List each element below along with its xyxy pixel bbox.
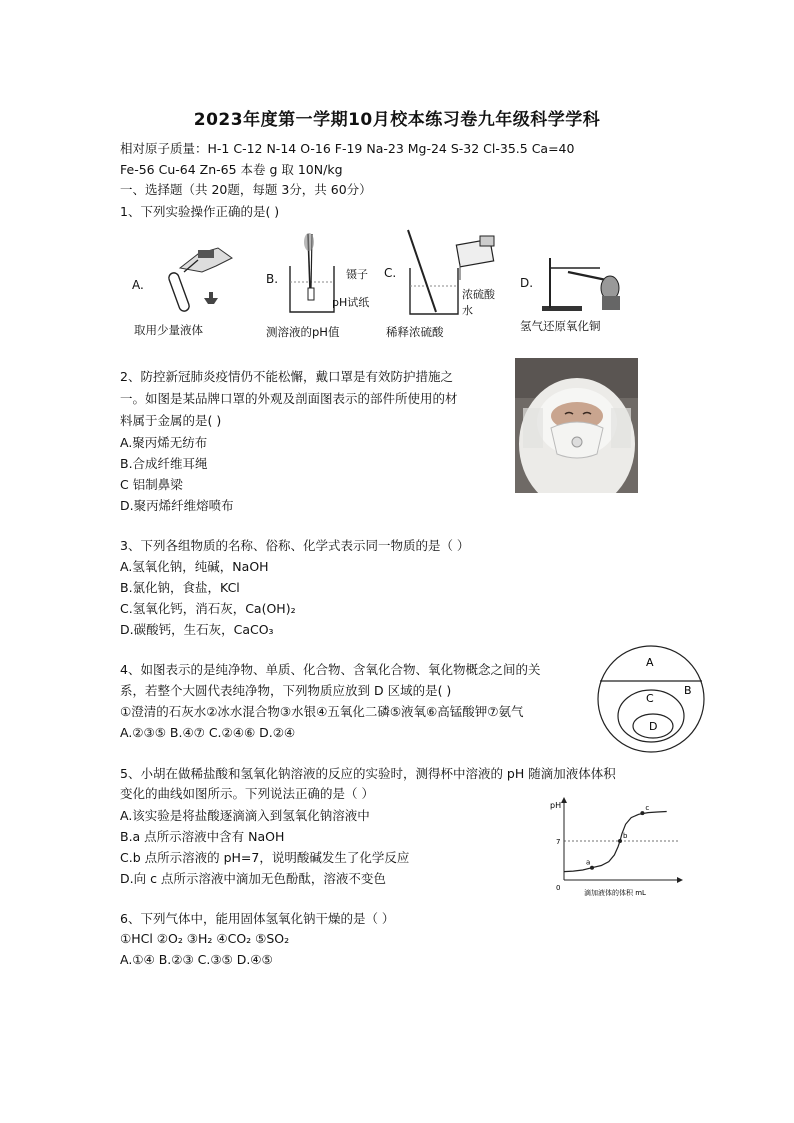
x-axis-label: 滴加液体的体积 mL <box>584 889 646 897</box>
q6-options: A.①④ B.②③ C.③⑤ D.④⑤ <box>120 952 273 967</box>
q4-line-4: A.②③⑤ B.④⑦ C.②④⑥ D.②④ <box>120 725 296 740</box>
q3-option-c: C.氢氧化钙，消石灰，Ca(OH)₂ <box>120 601 296 616</box>
tweezers-label: 镊子 <box>346 268 368 281</box>
q1-figure-b <box>266 232 386 339</box>
region-d-label: D <box>649 720 658 733</box>
q5-option-c: C.b 点所示溶液的 pH=7，说明酸碱发生了化学反应 <box>120 850 410 865</box>
q1-figure-a <box>128 230 248 337</box>
q2-option-c: C 铝制鼻梁 <box>120 477 183 492</box>
q5-option-d: D.向 c 点所示溶液中滴加无色酚酞，溶液不变色 <box>120 871 386 886</box>
atomic-mass-line-1: 相对原子质量：H-1 C-12 N-14 O-16 F-19 Na-23 Mg-24 S-32 Cl-35.5 Ca=40 <box>120 141 575 156</box>
q3-option-b: B.氯化钠，食盐，KCl <box>120 580 240 595</box>
region-c-label: C <box>646 692 654 705</box>
q1-figure-c <box>384 228 514 339</box>
q4-line-2: 系，若整个大圆代表纯净物，下列物质应放到 D 区域的是( ) <box>120 683 452 698</box>
point-label-a: a <box>586 858 591 867</box>
q2-option-b: B.合成纤维耳绳 <box>120 456 208 471</box>
hydrogen-reduction-illustration <box>538 252 638 314</box>
atomic-mass-line-2: Fe-56 Cu-64 Zn-65 本卷 g 取 10N/kg <box>120 162 343 177</box>
q6-gases: ①HCl ②O₂ ③H₂ ④CO₂ ⑤SO₂ <box>120 931 290 946</box>
point-label-c: c <box>645 804 650 813</box>
q5-option-a: A.该实验是将盐酸逐滴滴入到氢氧化钠溶液中 <box>120 808 370 823</box>
section-heading: 一、选择题（共 20题，每题 3分，共 60分） <box>120 182 372 197</box>
conc-sulfuric-acid-label: 浓硫酸 <box>462 288 495 301</box>
q5-option-b: B.a 点所示溶液中含有 NaOH <box>120 829 285 844</box>
q1-figure-d-letter: D. <box>520 276 534 290</box>
concept-diagram <box>596 644 706 754</box>
origin-label: 0 <box>556 884 561 892</box>
point-label-b: b <box>623 832 628 840</box>
y-tick-7: 7 <box>556 838 561 846</box>
ph-chart <box>548 794 688 900</box>
q2-line-1: 2、防控新冠肺炎疫情仍不能松懈，戴口罩是有效防护措施之 <box>120 369 453 384</box>
q1-figure-b-caption: 测溶液的pH值 <box>266 325 340 339</box>
water-label: 水 <box>462 304 473 317</box>
q1-stem: 1、下列实验操作正确的是( ) <box>120 204 280 219</box>
q6-stem: 6、下列气体中，能用固体氢氧化钠干燥的是（ ） <box>120 911 395 926</box>
q5-line-2: 变化的曲线如图所示。下列说法正确的是（ ） <box>120 786 374 801</box>
ph-paper-label: pH试纸 <box>332 296 370 309</box>
mask-photo <box>515 358 638 493</box>
q2-line-2: 一。如图是某品牌口罩的外观及剖面图表示的部件所使用的材 <box>120 391 458 406</box>
q2-line-3: 料属于金属的是( ) <box>120 413 222 428</box>
q4-line-1: 4、如图表示的是纯净物、单质、化合物、含氧化合物、氧化物概念之间的关 <box>120 662 541 677</box>
q5-line-1: 5、小胡在做稀盐酸和氢氧化钠溶液的反应的实验时，测得杯中溶液的 pH 随滴加液体体积 <box>120 766 616 781</box>
q2-option-d: D.聚丙烯纤维熔喷布 <box>120 498 234 513</box>
q3-option-a: A.氢氧化钠，纯碱，NaOH <box>120 559 269 574</box>
q2-option-a: A.聚丙烯无纺布 <box>120 435 208 450</box>
q4-line-3: ①澄清的石灰水②冰水混合物③水银④五氧化二磷⑤液氧⑥高锰酸钾⑦氨气 <box>120 704 524 719</box>
y-axis-label: pH <box>550 801 562 810</box>
q1-figure-a-caption: 取用少量液体 <box>134 323 203 337</box>
q1-figure-a-letter: A. <box>132 278 144 292</box>
q1-figure-c-caption: 稀释浓硫酸 <box>386 325 444 339</box>
q3-stem: 3、下列各组物质的名称、俗称、化学式表示同一物质的是（ ） <box>120 538 470 553</box>
dilution-illustration <box>402 228 512 316</box>
q3-option-d: D.碳酸钙，生石灰，CaCO₃ <box>120 622 274 637</box>
point-b <box>618 839 622 843</box>
region-b-label: B <box>684 684 692 697</box>
q1-figure-b-letter: B. <box>266 272 279 286</box>
page-title: 2023年度第一学期10月校本练习卷九年级科学学科 <box>193 110 601 130</box>
region-a-label: A <box>646 656 654 669</box>
q1-figure-d-caption: 氢气还原氧化铜 <box>520 319 601 333</box>
point-a <box>590 866 594 870</box>
ph-curve <box>564 812 667 872</box>
q1-figure-c-letter: C. <box>384 266 397 280</box>
point-c <box>640 811 644 815</box>
dropper-illustration <box>158 238 248 318</box>
q1-figure-d <box>518 238 638 338</box>
